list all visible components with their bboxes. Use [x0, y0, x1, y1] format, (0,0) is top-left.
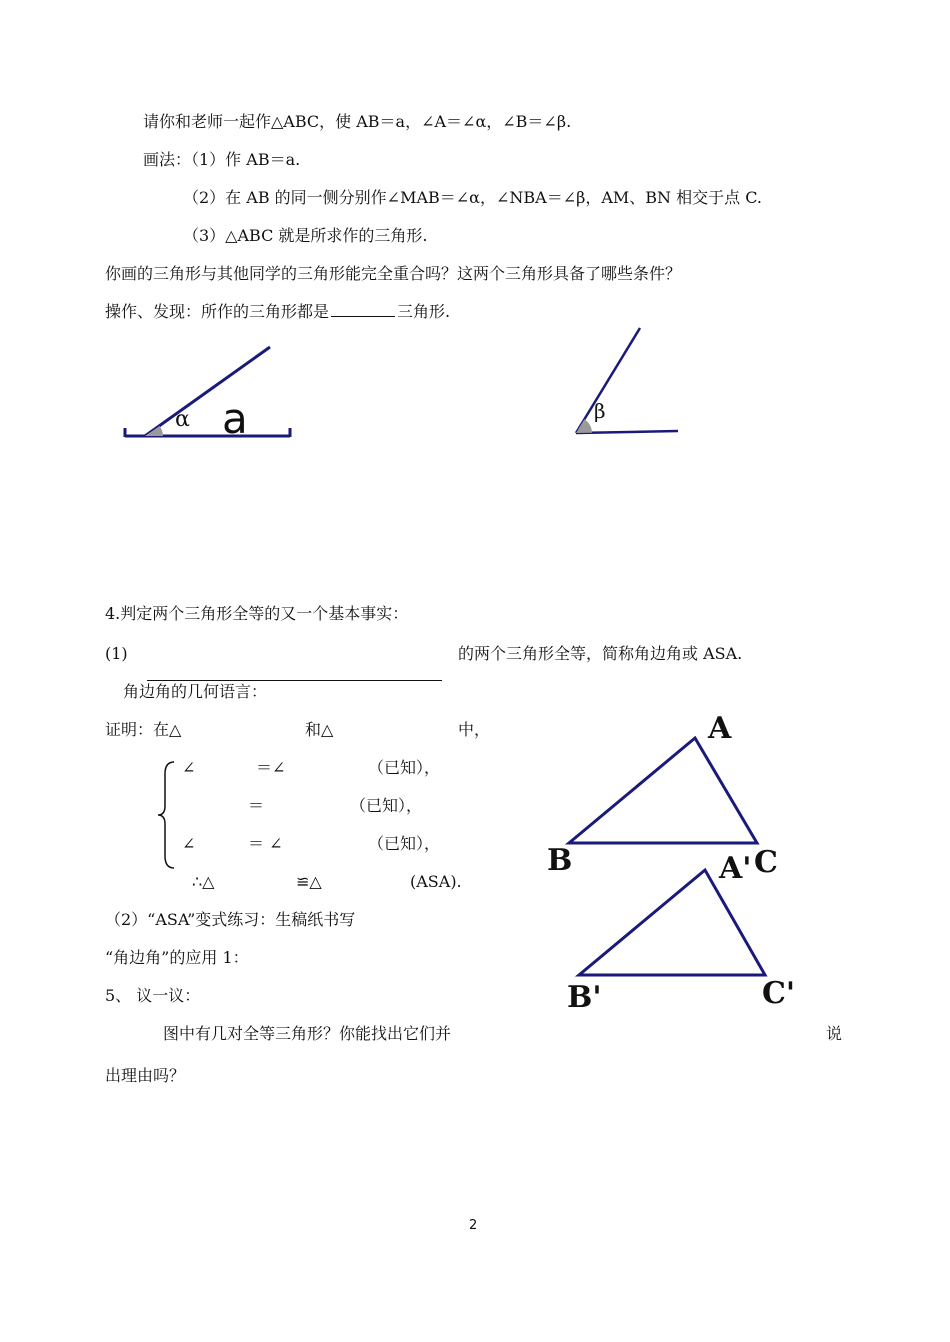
- conclusion-congruent: ≌△: [296, 872, 322, 891]
- vertex-label-b-prime: B': [567, 980, 602, 1015]
- triangle-abc: [569, 738, 757, 843]
- fill-blank[interactable]: [331, 302, 395, 317]
- proof-prefix: 证明：在△: [105, 720, 182, 739]
- conclusion-reason: (ASA).: [410, 872, 462, 891]
- triangles-figure: [540, 700, 830, 1020]
- beta-angle-figure: [570, 325, 690, 445]
- section-5-question: 图中有几对全等三角形？你能找出它们并: [163, 1024, 452, 1043]
- section-5-question-cont: 出理由吗？: [105, 1066, 186, 1085]
- condition-1-angle: ∠: [182, 758, 196, 777]
- section-4-1-number: (1): [105, 644, 128, 663]
- alpha-ray: [145, 347, 270, 436]
- vertex-label-a: A: [708, 711, 732, 746]
- section-4-2: （2）“ASA”变式练习：生稿纸书写: [105, 910, 356, 929]
- discovery-line: [105, 302, 450, 322]
- proof-and: 和△: [305, 720, 334, 739]
- alpha-segment-figure: [115, 340, 315, 460]
- condition-1-reason: （已知），: [368, 758, 441, 777]
- beta-symbol: β: [594, 399, 606, 423]
- beta-ray-upper: [576, 328, 640, 433]
- proof-middle: 中，: [458, 720, 491, 739]
- discovery-prefix: 操作、发现：所作的三角形都是: [105, 302, 330, 321]
- alpha-symbol: α: [175, 407, 190, 432]
- page-number: 2: [469, 1218, 478, 1233]
- discovery-suffix: 三角形.: [397, 302, 451, 321]
- method-step-2: （2）在 AB 的同一侧分别作∠MAB＝∠α，∠NBA＝∠β，AM、BN 相交于点 C.: [183, 188, 762, 207]
- condition-3-reason: （已知），: [368, 834, 441, 853]
- method-step-3: （3）△ABC 就是所求作的三角形.: [183, 226, 428, 245]
- vertex-label-c-prime: C': [762, 976, 796, 1011]
- section-4-title: 4.判定两个三角形全等的又一个基本事实：: [105, 604, 409, 623]
- condition-1-equals: ＝∠: [256, 758, 286, 777]
- instruction-line: 请你和老师一起作△ABC，使 AB＝a，∠A＝∠α，∠B＝∠β.: [143, 112, 572, 131]
- condition-2-reason: （已知），: [350, 796, 423, 815]
- vertex-label-b: B: [547, 843, 573, 878]
- section-5-question-end: 说: [826, 1024, 843, 1043]
- geometry-language-label: 角边角的几何语言：: [123, 682, 268, 701]
- section-4-1-text: 的两个三角形全等，简称角边角或 ASA.: [458, 644, 743, 663]
- section-5-title: 5、 议一议：: [105, 986, 201, 1005]
- vertex-label-c: C: [754, 845, 778, 880]
- condition-3-angle: ∠: [182, 834, 196, 853]
- question-line: 你画的三角形与其他同学的三角形能完全重合吗？这两个三角形具备了哪些条件？: [105, 264, 682, 283]
- condition-2-equals: ＝: [248, 796, 265, 815]
- brace: [156, 760, 180, 870]
- segment-label-a: a: [222, 394, 248, 443]
- application-1: “角边角”的应用 1：: [105, 948, 249, 967]
- alpha-angle-arc: [145, 426, 163, 436]
- brace-path: [158, 762, 174, 868]
- answer-blank-line[interactable]: [147, 680, 442, 681]
- conclusion-prefix: ∴△: [192, 872, 215, 891]
- vertex-label-a-prime: A': [719, 851, 752, 886]
- condition-3-equals: ＝ ∠: [248, 834, 283, 853]
- method-step-1: 画法：（1）作 AB＝a.: [143, 150, 301, 169]
- beta-angle-arc: [576, 419, 592, 433]
